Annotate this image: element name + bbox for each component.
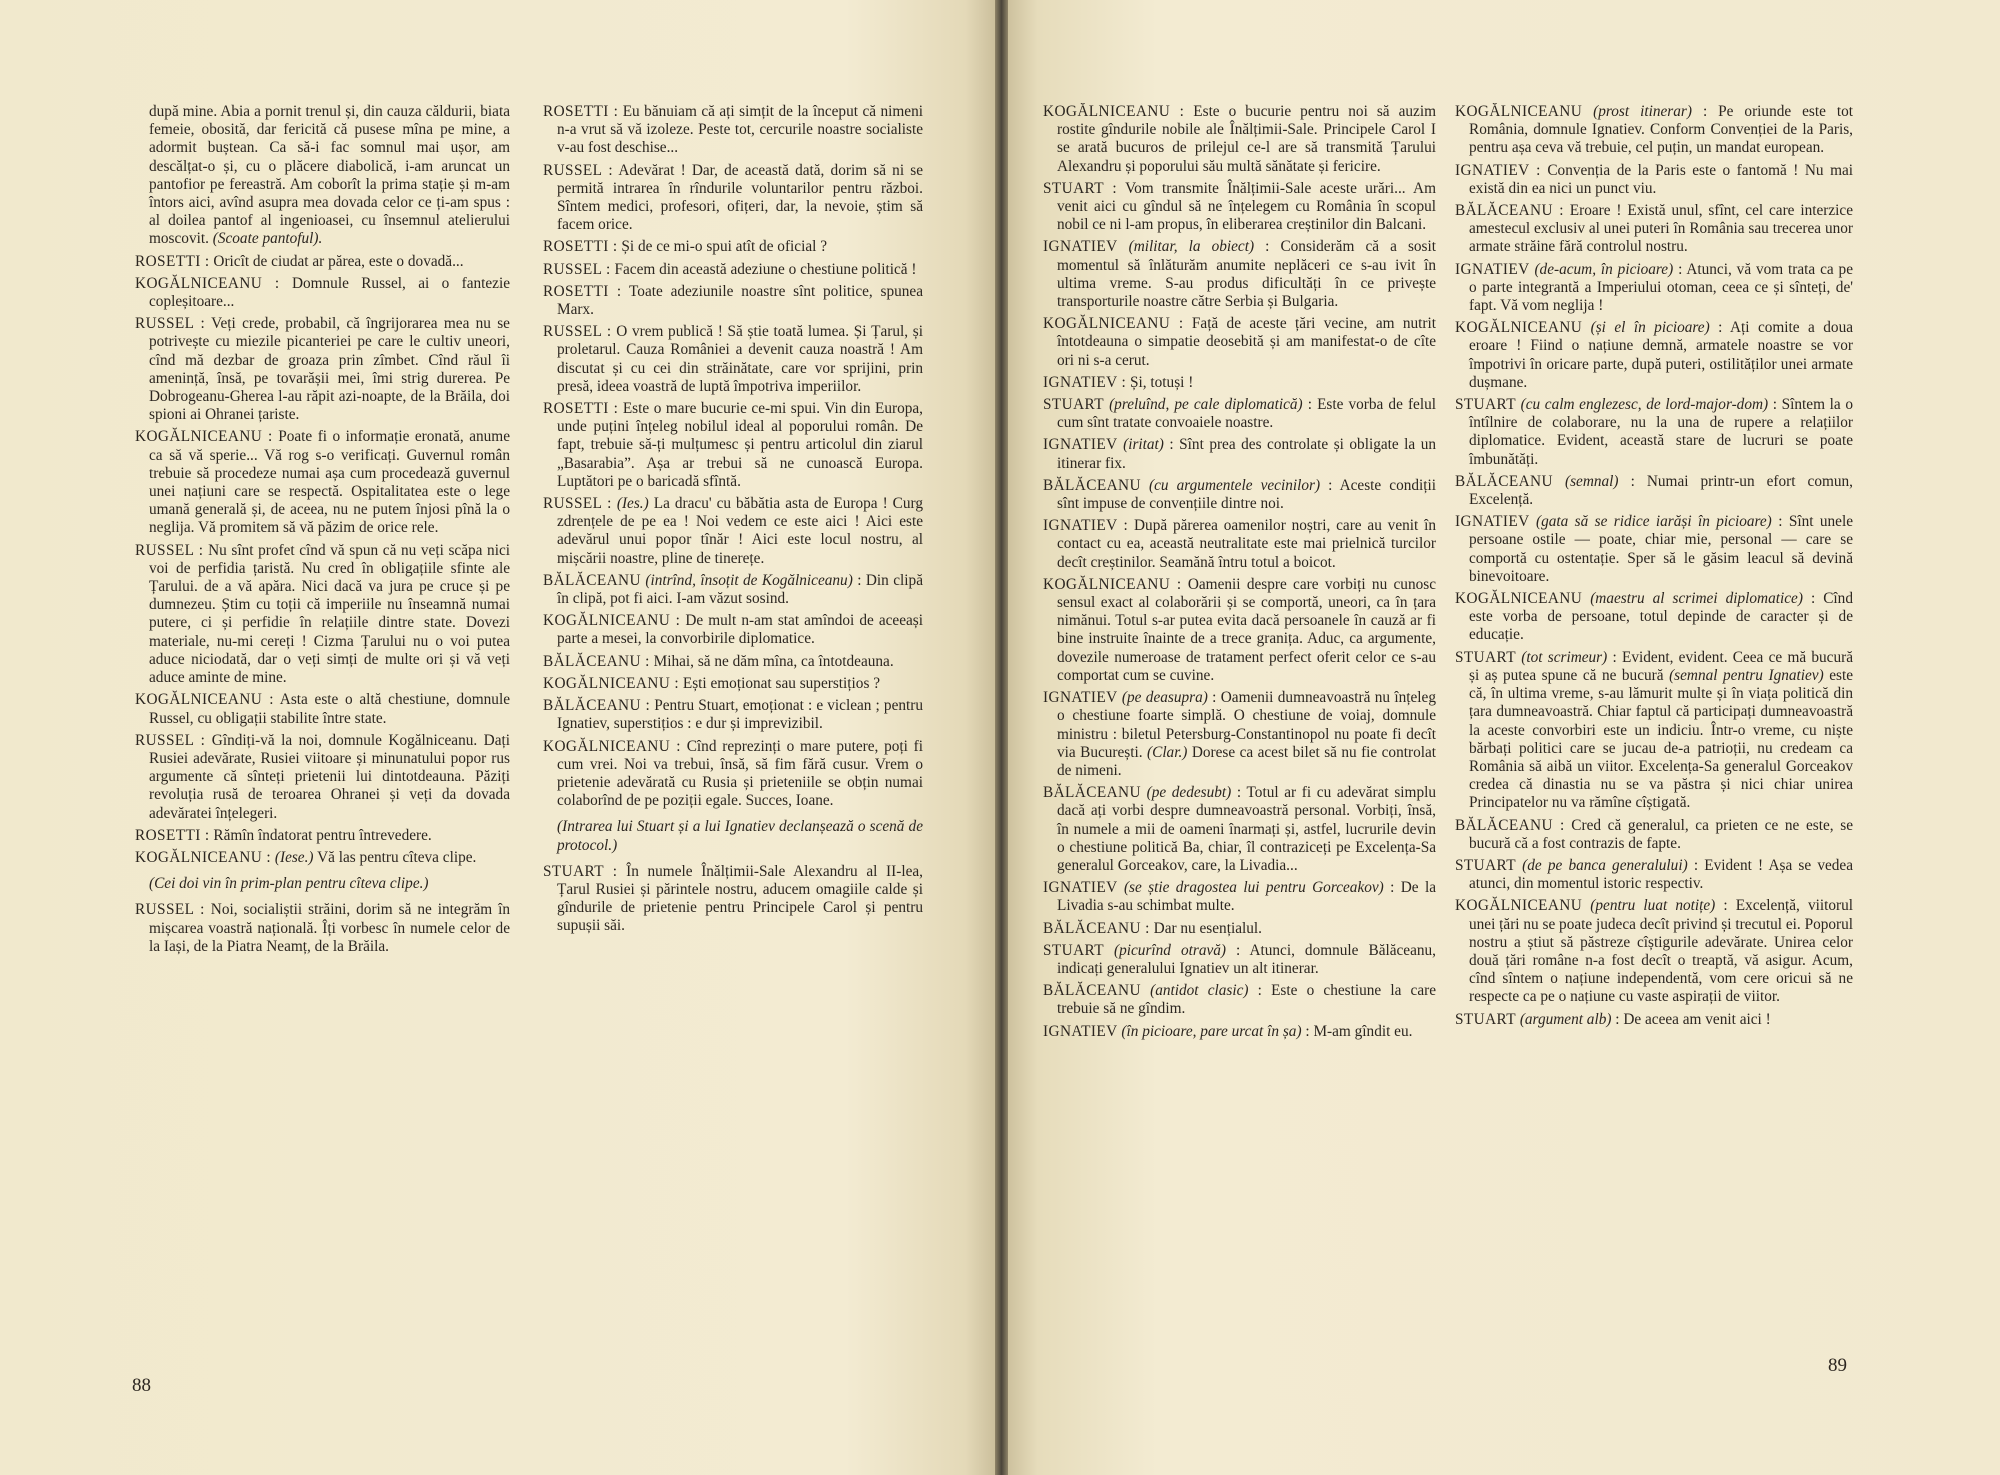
- dialogue-line: [1455, 261, 1853, 316]
- dialogue-line: [1043, 942, 1436, 978]
- dialogue-line: [1043, 920, 1436, 938]
- stage-text: (Iese.): [274, 848, 314, 866]
- stage-text: (gata să se ridice iarăși în picioare): [1535, 513, 1772, 531]
- dialogue-text: La dracu' cu băbătia asta de Europa ! Curg zdrențele de pe ea ! Noi vedem ce este aici ! Aici este adevărul unui popor tînăr ! Aici este locul nostru, al mișcării noastre, pline de tinerețe.: [557, 495, 923, 567]
- stage-text: (prost itinerar): [1593, 103, 1692, 120]
- dialogue-text: : De aceea am venit aici !: [1615, 1010, 1771, 1028]
- dialogue-text: De mult n-am stat amîndoi de aceeași parte a mesei, la convorbirile diplomatice.: [557, 612, 923, 648]
- dialogue-line: [135, 732, 510, 823]
- dialogue-text: : Atunci, domnule Bălăceanu, indicați generalului Ignatiev un alt itinerar.: [1057, 941, 1436, 977]
- stage-text: (maestru al scrimei diplomatice): [1590, 590, 1803, 608]
- dialogue-text: Facem din această adeziune o chestiune politică !: [614, 260, 917, 278]
- dialogue-text: : Oamenii dumneavoastră nu înțeleg o chestiune foarte simplă. O chestiune de voiaj, domnule ministru : biletul Petersburg-Constantinopol nu poate fi decît via București.: [1057, 689, 1436, 761]
- speaker-name: STUART: [1455, 396, 1516, 414]
- dialogue-line: [135, 428, 510, 537]
- dialogue-text: după mine. Abia a pornit trenul și, din cauza căldurii, biata femeie, obosită, dar fericită că pusese mîna pe mine, a adormit buștean. Ca să-i fac somnul mai ușor, am descălțat-o și, cu o plăcere diabolică, i-am aruncat un pantofior pe fereastră. Am coborît la prima stație și m-am întors aici, avînd asupra mea dovada celor ce ți-am spus : al doilea pantof al ingenioasei, cu însemnul atelierului moscovit.: [149, 103, 510, 248]
- dialogue-text: Cred că generalul, ca prieten ce ne este, se bucură că a fost contrazis de fapte.: [1469, 816, 1853, 852]
- speaker-name: STUART: [1043, 941, 1104, 959]
- speaker-name: KOGĂLNICEANU: [1455, 319, 1583, 337]
- stage-text: (Ies.): [616, 495, 649, 513]
- dialogue-line: [1455, 897, 1853, 1006]
- speaker-name: IGNATIEV :: [1043, 373, 1127, 391]
- dialogue-text: : Sînt unele persoane ostile — poate, chiar mie, personal — care se comportă cu ostentație. Sper să le găsim leacul să devină binevoitoare.: [1469, 513, 1853, 585]
- dialogue-text: : Atunci, vă vom trata ca pe o parte integrantă a Imperiului otoman, ceea ce și sînteți, de' fapt. Vă vom neglija !: [1469, 260, 1853, 315]
- speaker-name: KOGĂLNICEANU :: [135, 848, 272, 866]
- dialogue-text: : Evident, evident. Ceea ce mă bucură și aș putea spune că ne bucură: [1469, 648, 1853, 684]
- dialogue-text: Domnule Russel, ai o fantezie copleșitoare...: [149, 274, 510, 311]
- speaker-name: BĂLĂCEANU :: [1455, 202, 1564, 220]
- stage-text: (iritat): [1123, 436, 1164, 454]
- speaker-name: KOGĂLNICEANU :: [135, 691, 274, 709]
- speaker-name: STUART :: [543, 862, 618, 880]
- speaker-name: STUART: [1043, 396, 1104, 414]
- stage-text: (semnal): [1564, 472, 1619, 490]
- stage-text: (Clar.): [1147, 743, 1188, 761]
- speaker-name: RUSSEL :: [135, 731, 206, 749]
- stage-text: (și el în picioare): [1590, 319, 1710, 337]
- speaker-name: KOGĂLNICEANU :: [135, 428, 273, 446]
- speaker-name: STUART: [1455, 856, 1516, 874]
- dialogue-text: : Sînt prea des controlate și obligate la un itinerar fix.: [1057, 436, 1436, 472]
- dialogue-line: [135, 542, 510, 688]
- dialogue-line: [543, 400, 923, 491]
- dialogue-line: [1455, 590, 1853, 645]
- speaker-name: BĂLĂCEANU: [543, 571, 641, 589]
- speaker-name: ROSETTI :: [543, 400, 619, 418]
- dialogue-line: [1043, 784, 1436, 875]
- speaker-name: RUSSEL :: [543, 323, 612, 341]
- dialogue-line: [135, 253, 510, 271]
- dialogue-text: Oamenii despre care vorbiți nu cunosc sensul exact al colaborării și se comportă, uneori, ca în țara nimănui. Totul s-ar putea evita dacă persoanele în cauză ar fi bine instruite înainte de a trece granița. Aduc, ca argumente, dovezile numeroase de tratament perfect oferit celor ce s-au comportat cum se cuvine.: [1057, 575, 1436, 684]
- dialogue-text: : Considerăm că a sosit momentul să înlăturăm anumite neplăceri ce s-au ivit în ultima vreme. S-au produs dificultăți în ce privește transporturile noastre către Serbia și Bulgaria.: [1057, 238, 1436, 311]
- dialogue-line: [1455, 513, 1853, 586]
- dialogue-text: Noi, socialiștii străini, dorim să ne integrăm în mișcarea voastră națională. Îți vorbesc în numele celor de la Iași, de la Piatra Neamț, de la Brăila.: [149, 901, 510, 955]
- dialogue-text: : Numai printr-un efort comun, Excelență.: [1469, 472, 1853, 509]
- stage-text: (semnal pentru Ignatiev): [1669, 666, 1824, 684]
- dialogue-line: [543, 697, 923, 733]
- speaker-name: BĂLĂCEANU :: [543, 697, 651, 715]
- dialogue-line: [135, 315, 510, 424]
- dialogue-text: : De la Livadia s-au schimbat multe.: [1057, 879, 1436, 915]
- dialogue-line: [1043, 436, 1436, 472]
- dialogue-line: [1043, 238, 1436, 311]
- dialogue-text: : Excelență, viitorul unei țări nu se poate judeca decît privind și trecutul ei. Poporul nostru a știut să păstreze cîștigurile adevărate. Unirea celor două țări române n-a fost decît o treaptă, vă asigur. Acum, cînd sîntem o națiune independentă, vom cere oricui să ne respecte ca pe o națiune cu vaste aspirații de viitor.: [1469, 897, 1853, 1006]
- dialogue-text: : Din clipă în clipă, pot fi aici. I-am văzut sosind.: [557, 571, 923, 608]
- dialogue-line: [135, 901, 510, 956]
- speaker-name: KOGĂLNICEANU :: [135, 274, 280, 292]
- dialogue-text: Eu bănuiam că ați simțit de la început că nimeni n-a vrut să vă izoleze. Peste tot, cercurile noastre socialiste v-au fost deschise...: [557, 103, 923, 157]
- dialogue-line: [543, 495, 923, 568]
- dialogue-text: : Cînd este vorba de persoane, totul depinde de caracter și de educație.: [1469, 590, 1853, 644]
- speaker-name: IGNATIEV: [1043, 238, 1118, 256]
- left-page: [0, 0, 995, 1475]
- stage-text: (pe dedesubt): [1146, 784, 1232, 802]
- dialogue-line: [543, 863, 923, 936]
- dialogue-text: : Sîntem la o întîlnire de colaborare, nu la una de rupere a relațiilor diplomatice. Evident, această stare de lucruri se poate îmbunătăți.: [1469, 396, 1853, 468]
- speaker-name: BĂLĂCEANU :: [1043, 919, 1150, 937]
- speaker-name: RUSSEL :: [543, 161, 614, 179]
- speaker-name: BĂLĂCEANU :: [543, 652, 650, 670]
- dialogue-line: [1043, 982, 1436, 1018]
- dialogue-line: [543, 261, 923, 279]
- dialogue-text: Convenția de la Paris este o fantomă ! Nu mai există din ea nici un punct viu.: [1469, 161, 1853, 197]
- dialogue-line: [135, 275, 510, 311]
- dialogue-text: Vom transmite Înălțimii-Sale aceste urări... Am venit aici cu gîndul să ne înțelegem cu România în scopul nobil ce ni l-am propus, în eliberarea creștinilor din Balcani.: [1057, 179, 1436, 234]
- dialogue-line: [543, 283, 923, 319]
- dialogue-line: [543, 675, 923, 693]
- page-number-left: 88: [132, 1375, 151, 1396]
- dialogue-line: [1043, 315, 1436, 370]
- speaker-name: ROSETTI :: [135, 826, 210, 844]
- dialogue-text: : Ați comite a doua eroare ! Fiind o națiune demnă, armatele noastre se vor împotrivi în oricare parte, după puteri, ostilităților unei armate dușmane.: [1469, 319, 1853, 391]
- left-page-column-1: [135, 103, 510, 1363]
- left-page-column-2: [543, 103, 923, 1363]
- speaker-name: STUART: [1455, 1010, 1516, 1028]
- book-gutter: [995, 0, 1008, 1475]
- dialogue-line: [1043, 180, 1436, 235]
- dialogue-line: [1455, 162, 1853, 198]
- dialogue-text: : Aceste condiții sînt impuse de convențiile dintre noi.: [1057, 476, 1436, 513]
- stage-text: (picurînd otravă): [1114, 941, 1226, 959]
- dialogue-text: Cînd reprezinți o mare putere, poți fi cum vrei. Noi va trebui, însă, să fim fără cusur. Vrem o prietenie adevărată cu Rusia și prieteniile se obțin numai colaborînd de pe poziții egale. Succes, Ioane.: [557, 737, 923, 810]
- dialogue-text: Este o mare bucurie ce-mi spui. Vin din Europa, unde puțini înțeleg nobilul ideal al poporului român. De fapt, trebuie să-ți mulțumesc și pentru articolul din ziarul „Basarabia”. Așa ar trebui să ne cunoască Europa. Luptători pe o baricadă sfîntă.: [557, 400, 923, 490]
- stage-direction: [543, 818, 923, 854]
- dialogue-line: [1455, 817, 1853, 853]
- dialogue-line: [543, 103, 923, 158]
- speaker-name: IGNATIEV: [1455, 513, 1530, 531]
- speaker-name: BĂLĂCEANU: [1043, 784, 1141, 802]
- stage-text: (în picioare, pare urcat în șa): [1121, 1022, 1302, 1040]
- dialogue-line: [1043, 1023, 1436, 1041]
- speaker-name: ROSETTI :: [543, 103, 619, 120]
- stage-text: (cu argumentele vecinilor): [1149, 476, 1321, 494]
- stage-text: (se știe dragostea lui pentru Gorceakov): [1123, 879, 1384, 897]
- dialogue-line: [1043, 517, 1436, 572]
- stage-text: (pe deasupra): [1121, 689, 1208, 707]
- dialogue-line: [135, 691, 510, 727]
- speaker-name: BĂLĂCEANU: [1043, 476, 1141, 494]
- dialogue-line: [543, 238, 923, 256]
- speaker-name: RUSSEL :: [135, 901, 205, 919]
- dialogue-text: Față de aceste țări vecine, am nutrit întotdeauna o simpatie deosebită și am manifestat-o de cîte ori ni s-a cerut.: [1057, 315, 1436, 369]
- speaker-name: RUSSEL :: [135, 541, 204, 559]
- dialogue-line: [1043, 477, 1436, 513]
- speaker-name: RUSSEL :: [135, 315, 206, 333]
- dialogue-line: [1455, 1011, 1853, 1029]
- right-page: [1008, 0, 2000, 1475]
- dialogue-text: : Este vorba de felul cum sînt tratate convoaiele noastre.: [1057, 396, 1436, 432]
- dialogue-text: După părerea oamenilor noștri, care au venit în contact cu ea, această neutralitate este mai prielnică turcilor decît creștinilor. Seamănă întru totul a boicot.: [1057, 517, 1436, 571]
- dialogue-text: Eroare ! Există unul, sfînt, cel care interzice amestecul exclusiv al unei puteri în România sau trecerea unor armate străine fără controlul nostru.: [1469, 202, 1853, 256]
- dialogue-continuation: [135, 103, 510, 249]
- dialogue-text: Mihai, să ne dăm mîna, ca întotdeauna.: [653, 652, 894, 670]
- dialogue-line: [1455, 473, 1853, 509]
- dialogue-text: Vă las pentru cîteva clipe.: [317, 848, 477, 866]
- dialogue-line: [1043, 103, 1436, 176]
- dialogue-line: [1455, 649, 1853, 813]
- speaker-name: BĂLĂCEANU: [1455, 472, 1553, 490]
- dialogue-text: : Este o chestiune la care trebuie să ne gîndim.: [1057, 982, 1436, 1018]
- stage-text: (pentru luat notițe): [1590, 897, 1716, 915]
- speaker-name: KOGĂLNICEANU :: [543, 612, 681, 630]
- dialogue-line: [135, 849, 510, 867]
- dialogue-text: : Pe oriunde este tot România, domnule Ignatiev. Conform Convenției de la Paris, pentru așa ceva vă trebuie, cel puțin, un mandat european.: [1469, 103, 1853, 157]
- dialogue-line: [1455, 857, 1853, 893]
- stage-text: (Scoate pantoful).: [212, 230, 323, 248]
- dialogue-line: [1455, 202, 1853, 257]
- dialogue-text: Adevărat ! Dar, de această dată, dorim să ni se permită intrarea în rîndurile voluntarilor pentru război. Sîntem medici, profesori, ofițeri, dar, la nevoie, știm să facem orice.: [557, 161, 923, 234]
- dialogue-text: Dorese ca acest bilet să nu fie controlat de nimeni.: [1057, 743, 1436, 779]
- dialogue-text: Și, totuși !: [1130, 373, 1194, 391]
- stage-text: (de pe banca generalului): [1522, 856, 1688, 874]
- dialogue-text: : M-am gîndit eu.: [1305, 1022, 1413, 1040]
- stage-text: (tot scrimeur): [1521, 648, 1608, 666]
- page-number-right: 89: [1828, 1355, 1847, 1376]
- dialogue-line: [1043, 576, 1436, 685]
- dialogue-line: [543, 612, 923, 648]
- stage-text: (cu calm englezesc, de lord-major-dom): [1520, 396, 1769, 414]
- speaker-name: KOGĂLNICEANU: [1455, 590, 1583, 608]
- dialogue-text: este că, în ultima vreme, s-au lămurit multe și în viața politică din țara dumneavoastră. Chiar faptul că participați dumneavoastră la aceste convorbiri este un indiciu. Într-o vreme, cu niște bărbați politici care se jucau de-a patrioții, nu credeam ca România să aibă un viitor. Excelența-Sa generalul Gorceakov credea că dinastia nu se va păstra și nici chiar unirea Principatelor nu va rămîne cîștigată.: [1469, 666, 1853, 812]
- dialogue-line: [1455, 103, 1853, 158]
- dialogue-text: Nu sînt profet cînd vă spun că nu veți scăpa nici voi de perfidia țaristă. Nu cred în obligațiile sfinte ale Țarului. de a vă apăra. Nici dacă va jura pe cruce și pe dumnezeu. Știm cu toții că imperiile nu înseamnă numai putere, ci și perfidie în relațiile dintre state. Dovezi materiale, nu-mi cereți ! Cizma Țarului nu o voi putea aduce niciodată, dar o veți simți de multe ori și vă veți aduce aminte de mine.: [149, 541, 510, 687]
- right-page-column-1: [1043, 103, 1436, 1363]
- dialogue-text: Și de ce mi-o spui atît de oficial ?: [621, 238, 827, 256]
- speaker-name: IGNATIEV :: [1455, 161, 1541, 179]
- dialogue-line: [1043, 879, 1436, 915]
- speaker-name: RUSSEL :: [543, 260, 611, 278]
- dialogue-line: [1043, 689, 1436, 780]
- dialogue-text: : Totul ar fi cu adevărat simplu dacă ați vorbi despre dumneavoastră personal. Vorbiți, însă, în numele a mii de oameni înarmați și, astfel, lucrurile devin o chestiune politică Ba, chiar, îl contraziceți pe Excelența-Sa generalul Gorceakov, care, la Livadia...: [1057, 784, 1436, 874]
- dialogue-text: Veți crede, probabil, că îngrijorarea mea nu se potrivește cu miezile picanteriei pe care le cultiv uneori, cînd mă dezbar de groaza prin zîmbet. Cînd răul îi amenință, însă, pe tovarășii mei, îmi strig durerea. Pe Dobrogeanu-Gherea l-au răpit azi-noapte, de la Brăila, doi spioni ai Ohranei țariste.: [149, 315, 510, 424]
- stage-text: (antidot clasic): [1150, 982, 1249, 1000]
- speaker-name: KOGĂLNICEANU :: [1043, 575, 1182, 593]
- dialogue-text: Toate adeziunile noastre sînt politice, spunea Marx.: [557, 282, 923, 319]
- dialogue-text: Asta este o altă chestiune, domnule Russel, cu obligații stabilite între state.: [149, 691, 510, 727]
- speaker-name: BĂLĂCEANU :: [1455, 816, 1565, 834]
- dialogue-line: [1043, 396, 1436, 432]
- speaker-name: ROSETTI :: [135, 252, 210, 270]
- dialogue-text: : Evident ! Așa se vedea atunci, din momentul istoric respectiv.: [1469, 856, 1853, 893]
- dialogue-text: Este o bucurie pentru noi să auzim rostite gîndurile nobile ale Înălțimii-Sale. Principele Carol I se arată bucuros de prilejul ce-l are să transmită Țarului Alexandru și poporului său multă sănătate și fericire.: [1057, 103, 1436, 175]
- speaker-name: KOGĂLNICEANU :: [543, 737, 681, 755]
- speaker-name: ROSETTI :: [543, 282, 622, 300]
- speaker-name: IGNATIEV: [1043, 879, 1118, 897]
- dialogue-line: [543, 162, 923, 235]
- speaker-name: KOGĂLNICEANU :: [543, 674, 680, 692]
- speaker-name: KOGĂLNICEANU :: [1043, 103, 1185, 120]
- speaker-name: KOGĂLNICEANU: [1455, 897, 1583, 915]
- stage-text: (militar, la obiect): [1128, 238, 1255, 256]
- speaker-name: IGNATIEV: [1043, 436, 1118, 454]
- stage-direction: [135, 875, 510, 893]
- dialogue-line: [543, 323, 923, 396]
- speaker-name: ROSETTI :: [543, 238, 618, 256]
- speaker-name: IGNATIEV :: [1043, 517, 1129, 535]
- speaker-name: BĂLĂCEANU: [1043, 982, 1141, 1000]
- stage-text: (preluînd, pe cale diplomatică): [1109, 396, 1303, 414]
- dialogue-line: [135, 827, 510, 845]
- stage-text: (argument alb): [1519, 1010, 1612, 1028]
- dialogue-text: Dar nu esențialul.: [1153, 919, 1262, 937]
- dialogue-text: Rămîn îndatorat pentru întrevedere.: [213, 826, 432, 844]
- speaker-name: IGNATIEV: [1455, 260, 1530, 278]
- speaker-name: STUART: [1455, 648, 1516, 666]
- dialogue-line: [543, 653, 923, 671]
- dialogue-text: Poate fi o informație eronată, anume ca să vă sperie... Vă rog s-o verificați. Guvernul român trebuie să procedeze numai așa cum procedează guvernul unei națiuni care se respectă. Ospitalitatea este o lege umană generală și, de aceea, nu ne putem înjosi pînă la o neglija. Vă promitem să vă păzim de orice rele.: [149, 428, 510, 537]
- right-page-column-2: [1455, 103, 1853, 1363]
- speaker-name: STUART :: [1043, 179, 1118, 197]
- dialogue-text: Gîndiți-vă la noi, domnule Kogălniceanu. Dați Rusiei adevărate, Rusiei viitoare și minunatului popor rus argumente că sînteți prietenii lui dintotdeauna. Păziți revoluția rusă de teroarea Ohranei și veți da dovada adevăratei înțelegeri.: [149, 731, 510, 822]
- dialogue-line: [1455, 396, 1853, 469]
- dialogue-line: [1043, 374, 1436, 392]
- stage-text: (Intrarea lui Stuart și a lui Ignatiev declanșează o scenă de protocol.): [557, 818, 923, 854]
- stage-text: (intrînd, însoțit de Kogălniceanu): [645, 571, 853, 589]
- dialogue-text: Ești emoționat sau superstițios ?: [682, 674, 881, 692]
- dialogue-text: Pentru Stuart, emoționat : e viclean ; pentru Ignatiev, superstițios : e dur și imprevizibil.: [557, 697, 923, 733]
- speaker-name: RUSSEL :: [543, 495, 612, 513]
- dialogue-line: [543, 738, 923, 811]
- speaker-name: KOGĂLNICEANU: [1455, 103, 1583, 120]
- dialogue-line: [1455, 319, 1853, 392]
- stage-text: (de-acum, în picioare): [1534, 260, 1674, 278]
- speaker-name: IGNATIEV: [1043, 689, 1118, 707]
- dialogue-line: [543, 572, 923, 608]
- stage-text: (Cei doi vin în prim-plan pentru cîteva clipe.): [149, 875, 429, 893]
- dialogue-text: O vrem publică ! Să știe toată lumea. Și Țarul, și proletarul. Cauza României a devenit cauza noastră ! Am discutat și cu cei din străinătate, care vor sprijini, prin presă, ideea voastră de luptă împotriva imperiilor.: [557, 323, 923, 395]
- dialogue-text: În numele Înălțimii-Sale Alexandru al II-lea, Țarul Rusiei și părintele nostru, aducem omagiile calde și gîndurile de prietenie pentru Principele Carol și pentru supușii săi.: [557, 862, 923, 935]
- speaker-name: KOGĂLNICEANU :: [1043, 315, 1184, 333]
- speaker-name: IGNATIEV: [1043, 1022, 1118, 1040]
- dialogue-text: Oricît de ciudat ar părea, este o dovadă...: [213, 252, 464, 270]
